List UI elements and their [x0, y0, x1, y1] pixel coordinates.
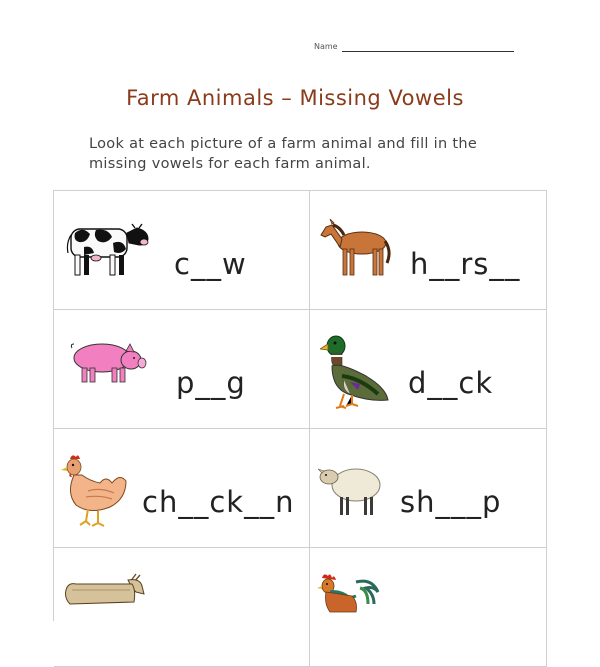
cell-goat: [54, 548, 310, 667]
chicken-icon: [60, 453, 132, 531]
name-field[interactable]: [314, 38, 514, 52]
duck-icon: [320, 332, 392, 410]
cell-pig: [54, 310, 310, 429]
word-duck: d__ck: [408, 366, 494, 400]
word-cow: c__w: [174, 247, 247, 281]
rooster-icon: [316, 574, 382, 614]
name-blank-line[interactable]: [342, 41, 514, 52]
word-chicken: ch__ck__n: [142, 485, 295, 519]
name-label: Name: [314, 42, 338, 51]
goat-icon: [62, 572, 146, 612]
instructions: Look at each picture of a farm animal and fill in the missing vowels for each farm animal.: [89, 136, 478, 172]
page-title: Farm Animals – Missing Vowels: [126, 86, 464, 110]
horse-icon: [318, 217, 392, 279]
worksheet-grid: [53, 190, 547, 621]
pig-icon: [68, 338, 148, 386]
cell-horse: [310, 191, 547, 310]
word-horse: h__rs__: [410, 247, 521, 281]
word-sheep: sh___p: [400, 485, 502, 519]
cell-rooster: [310, 548, 547, 667]
cell-sheep: [310, 429, 547, 548]
cell-chicken: [54, 429, 310, 548]
cell-cow: [54, 191, 310, 310]
cow-icon: [66, 221, 152, 279]
cell-duck: [310, 310, 547, 429]
word-pig: p__g: [176, 366, 246, 400]
sheep-icon: [318, 463, 384, 519]
